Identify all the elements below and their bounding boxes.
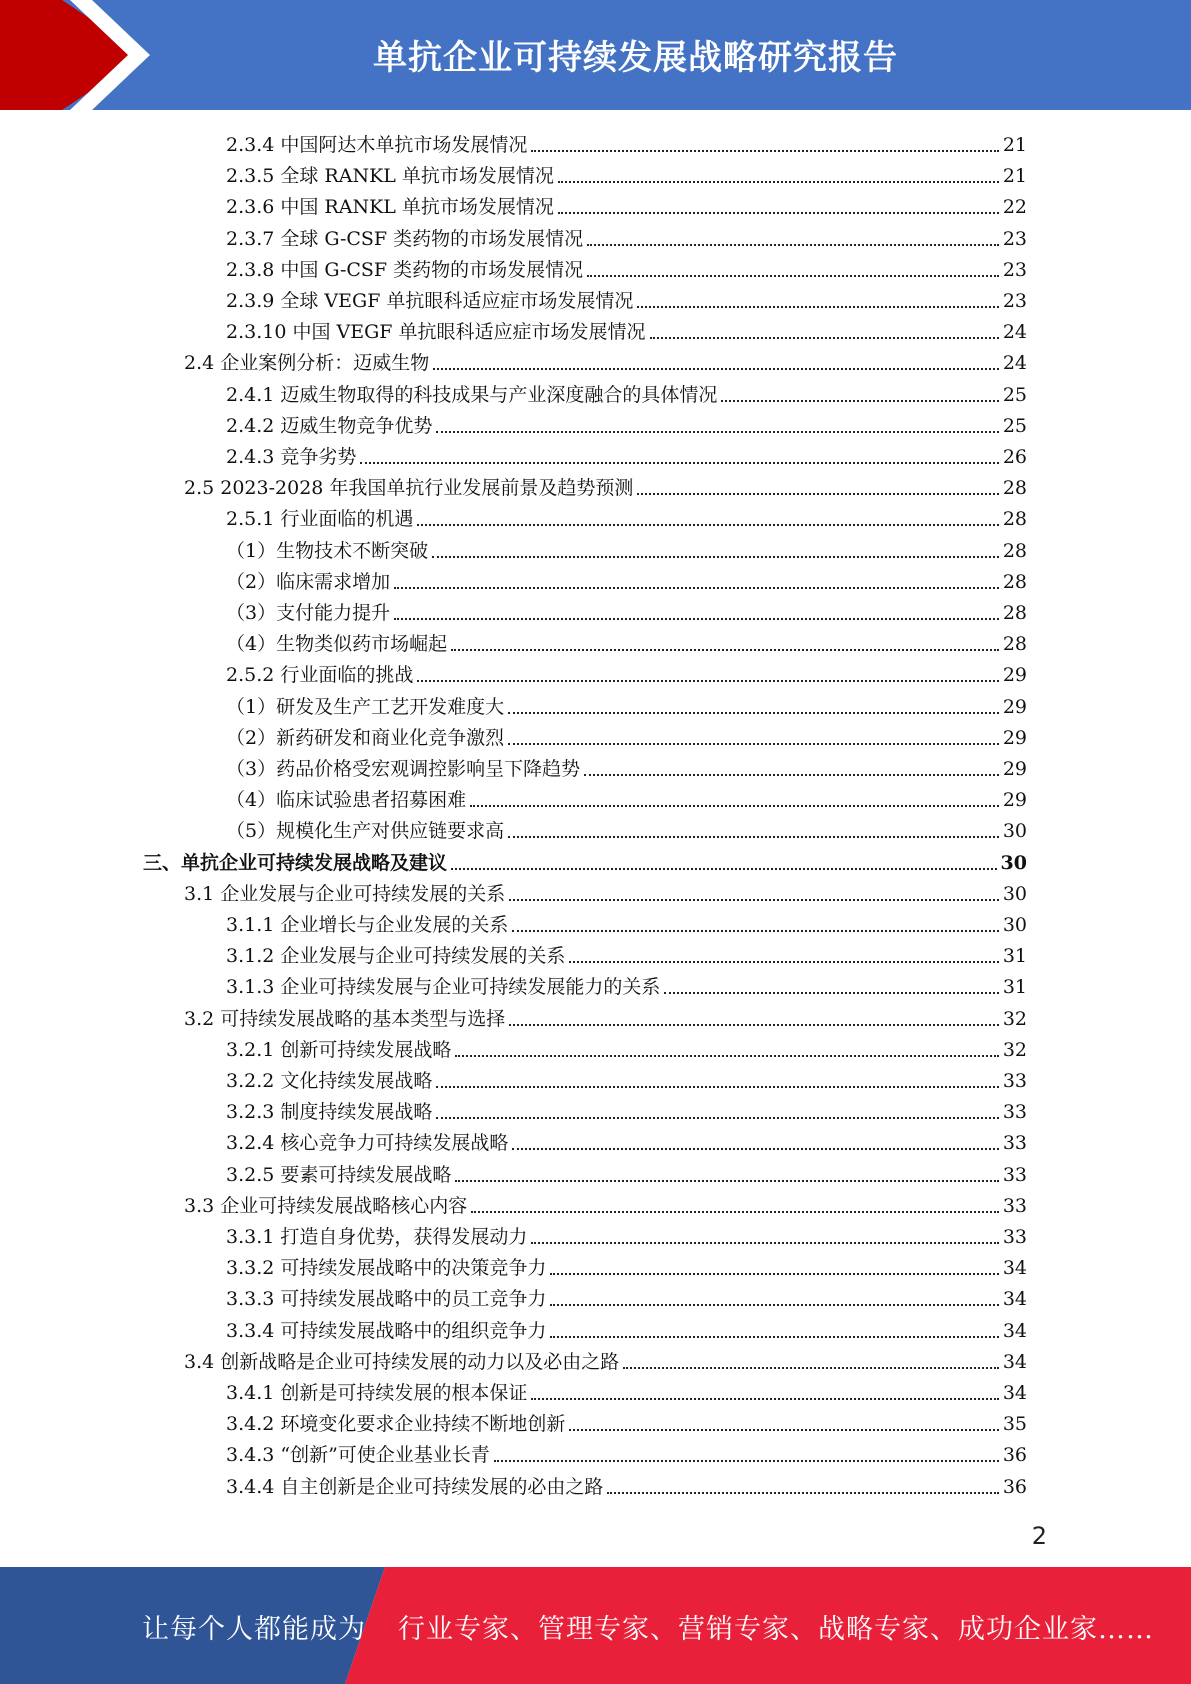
toc-entry-page: 25	[1002, 383, 1027, 406]
toc-entry[interactable]	[184, 877, 1027, 905]
toc-entry-page: 31	[1002, 976, 1027, 999]
toc-entry[interactable]	[226, 315, 1027, 343]
toc-entry[interactable]	[226, 222, 1027, 250]
toc-entry-page: 28	[1002, 539, 1027, 562]
toc-entry-label: 3.3 企业可持续发展战略核心内容	[184, 1194, 468, 1217]
toc-entry[interactable]	[226, 1033, 1027, 1061]
toc-dot-leader	[508, 743, 999, 745]
toc-entry-label: 2.4.1 迈威生物取得的科技成果与产业深度融合的具体情况	[226, 383, 718, 406]
toc-entry-page: 29	[1002, 664, 1027, 687]
toc-entry-label: 3.4.1 创新是可持续发展的根本保证	[226, 1382, 528, 1404]
toc-entry-page: 23	[1002, 258, 1027, 281]
toc-dot-leader	[650, 337, 999, 339]
toc-entry[interactable]	[143, 846, 1027, 874]
toc-entry-page: 30	[1002, 820, 1027, 843]
toc-entry[interactable]	[226, 783, 1027, 811]
toc-entry-label: 3.2.3 制度持续发展战略	[226, 1101, 433, 1124]
toc-entry[interactable]	[226, 1251, 1027, 1279]
toc-entry-label: 3.2.2 文化持续发展战略	[226, 1070, 433, 1092]
toc-entry-label: 3.2 可持续发展战略的基本类型与选择	[184, 1007, 506, 1030]
toc-dot-leader	[531, 150, 998, 152]
toc-dot-leader	[569, 961, 998, 963]
toc-entry-page: 34	[1002, 1319, 1027, 1342]
page-header	[0, 0, 1191, 110]
toc-dot-leader	[558, 212, 999, 214]
page-footer	[0, 1567, 1191, 1684]
toc-entry-page: 23	[1002, 290, 1027, 312]
toc-entry-page: 21	[1002, 134, 1027, 156]
toc-entry-label: （4）生物类似药市场崛起	[226, 633, 448, 656]
toc-dot-leader	[455, 1055, 998, 1057]
page-number: 2	[1031, 1522, 1047, 1550]
toc-entry-label: （3）支付能力提升	[226, 602, 391, 624]
toc-entry-label: 3.4.4 自主创新是企业可持续发展的必由之路	[226, 1475, 604, 1498]
footer-slogan-left: 让每个人都能成为	[142, 1614, 366, 1645]
toc-entry-page: 25	[1002, 414, 1027, 437]
toc-entry-label: 3.4.2 环境变化要求企业持续不断地创新	[226, 1413, 566, 1436]
toc-dot-leader	[455, 1180, 998, 1182]
toc-dot-leader	[569, 1429, 998, 1431]
toc-entry-label: 3.3.2 可持续发展战略中的决策竞争力	[226, 1257, 547, 1280]
toc-dot-leader	[550, 1273, 998, 1275]
toc-entry-page: 28	[1002, 570, 1027, 593]
toc-dot-leader	[394, 587, 999, 589]
toc-dot-leader	[451, 649, 999, 651]
toc-entry-page: 34	[1002, 1257, 1027, 1280]
toc-entry-label: 3.4.3 “创新”可使企业基业长青	[226, 1444, 490, 1467]
toc-dot-leader	[436, 1117, 998, 1119]
toc-dot-leader	[508, 712, 999, 714]
toc-entry-page: 28	[1002, 477, 1027, 500]
toc-entry-page: 29	[1002, 789, 1027, 812]
toc-dot-leader	[531, 1242, 998, 1244]
toc-entry[interactable]	[226, 1095, 1027, 1123]
report-title: 单抗企业可持续发展战略研究报告	[373, 38, 898, 78]
toc-entry[interactable]	[226, 159, 1027, 187]
toc-entry-page: 29	[1002, 726, 1027, 749]
toc-entry-page: 33	[1002, 1132, 1027, 1155]
toc-entry[interactable]	[226, 1470, 1027, 1498]
toc-entry-label: 3.3.3 可持续发展战略中的员工竞争力	[226, 1288, 547, 1311]
toc-entry-label: 2.4 企业案例分析：迈威生物	[184, 352, 430, 375]
toc-dot-leader	[550, 1336, 998, 1338]
toc-dot-leader	[664, 992, 998, 994]
toc-entry[interactable]	[226, 502, 1027, 530]
toc-entry[interactable]	[226, 596, 1027, 624]
toc-entry-page: 28	[1002, 508, 1027, 531]
toc-dot-leader	[508, 836, 999, 838]
toc-entry[interactable]	[226, 1064, 1027, 1092]
toc-dot-leader	[494, 1460, 999, 1462]
toc-entry[interactable]	[226, 939, 1027, 967]
toc-entry-label: 2.3.10 中国 VEGF 单抗眼科适应症市场发展情况	[226, 321, 646, 344]
footer-slogan-right: 行业专家、管理专家、营销专家、战略专家、成功企业家……	[398, 1614, 1154, 1645]
toc-entry-label: 2.3.5 全球 RANKL 单抗市场发展情况	[226, 165, 554, 188]
toc-entry-page: 33	[1002, 1070, 1027, 1092]
toc-entry-label: （2）新药研发和商业化竞争激烈	[226, 726, 505, 749]
toc-entry-page: 31	[1002, 945, 1027, 968]
toc-entry-label: 3.1.3 企业可持续发展与企业可持续发展能力的关系	[226, 976, 661, 999]
toc-entry[interactable]	[226, 284, 1027, 312]
toc-entry-page: 34	[1002, 1382, 1027, 1404]
toc-dot-leader	[584, 774, 999, 776]
toc-entry[interactable]	[226, 440, 1027, 468]
toc-entry-label: （2）临床需求增加	[226, 570, 391, 593]
toc-dot-leader	[587, 244, 999, 246]
toc-entry[interactable]	[184, 346, 1027, 374]
toc-entry-page: 30	[1002, 914, 1027, 936]
toc-dot-leader	[471, 1211, 999, 1213]
toc-entry-page: 21	[1002, 165, 1027, 188]
toc-entry-page: 33	[1002, 1226, 1027, 1248]
toc-dot-leader	[436, 431, 998, 433]
toc-entry[interactable]	[226, 378, 1027, 406]
toc-entry-label: 3.2.1 创新可持续发展战略	[226, 1038, 452, 1061]
toc-dot-leader	[637, 493, 998, 495]
toc-entry[interactable]	[226, 128, 1027, 156]
toc-dot-leader	[433, 368, 999, 370]
toc-entry-label: 2.3.8 中国 G-CSF 类药物的市场发展情况	[226, 258, 584, 281]
toc-dot-leader	[531, 1398, 998, 1400]
toc-entry-label: 2.3.4 中国阿达木单抗市场发展情况	[226, 134, 528, 156]
toc-entry-page: 34	[1002, 1288, 1027, 1311]
toc-entry-page: 30	[1000, 851, 1027, 874]
toc-entry-label: （5）规模化生产对供应链要求高	[226, 820, 505, 843]
toc-entry-label: 3.1.2 企业发展与企业可持续发展的关系	[226, 945, 566, 968]
toc-entry-label: 3.2.5 要素可持续发展战略	[226, 1163, 452, 1186]
toc-dot-leader	[550, 1304, 998, 1306]
toc-entry[interactable]	[226, 565, 1027, 593]
toc-entry-label: 2.3.6 中国 RANKL 单抗市场发展情况	[226, 196, 554, 219]
toc-entry-page: 24	[1002, 321, 1027, 344]
toc-entry-label: 2.5.1 行业面临的机遇	[226, 508, 414, 531]
toc-entry[interactable]	[184, 1002, 1027, 1030]
toc-entry[interactable]	[226, 1376, 1027, 1404]
toc-entry[interactable]	[226, 658, 1027, 686]
toc-entry-label: 2.4.2 迈威生物竞争优势	[226, 414, 433, 437]
toc-entry[interactable]	[226, 721, 1027, 749]
toc-entry[interactable]	[226, 409, 1027, 437]
toc-entry-label: 3.4 创新战略是企业可持续发展的动力以及必由之路	[184, 1350, 620, 1373]
toc-entry-label: 2.4.3 竞争劣势	[226, 446, 357, 468]
toc-dot-leader	[558, 181, 999, 183]
toc-entry[interactable]	[226, 253, 1027, 281]
toc-entry-page: 33	[1002, 1101, 1027, 1124]
toc-dot-leader	[394, 618, 999, 620]
toc-entry[interactable]	[184, 1189, 1027, 1217]
toc-entry-label: （1）生物技术不断突破	[226, 539, 429, 562]
toc-dot-leader	[417, 680, 998, 682]
toc-entry-page: 32	[1002, 1007, 1027, 1030]
toc-entry[interactable]	[226, 1158, 1027, 1186]
toc-entry-label: 2.5 2023-2028 年我国单抗行业发展前景及趋势预测	[184, 477, 634, 500]
toc-entry-page: 35	[1002, 1413, 1027, 1436]
toc-entry-page: 24	[1002, 352, 1027, 375]
toc-entry-page: 29	[1002, 695, 1027, 718]
toc-entry-label: 3.2.4 核心竞争力可持续发展战略	[226, 1132, 509, 1155]
toc-dot-leader	[512, 930, 998, 932]
toc-entry-label: （4）临床试验患者招募困难	[226, 789, 467, 812]
toc-entry-label: 3.1.1 企业增长与企业发展的关系	[226, 914, 509, 936]
toc-entry-label: 2.3.7 全球 G-CSF 类药物的市场发展情况	[226, 227, 584, 250]
toc-entry-page: 30	[1002, 882, 1027, 905]
toc-entry-label: 3.3.1 打造自身优势，获得发展动力	[226, 1226, 528, 1248]
toc-entry-label: 2.3.9 全球 VEGF 单抗眼科适应症市场发展情况	[226, 290, 634, 312]
toc-entry[interactable]	[226, 1126, 1027, 1154]
toc-dot-leader	[451, 868, 997, 870]
toc-entry-label: 三、单抗企业可持续发展战略及建议	[143, 851, 448, 874]
toc-dot-leader	[607, 1492, 998, 1494]
toc-entry[interactable]	[226, 627, 1027, 655]
toc-entry[interactable]	[226, 970, 1027, 998]
toc-entry[interactable]	[226, 1220, 1027, 1248]
toc-entry-page: 28	[1002, 633, 1027, 656]
toc-entry-page: 33	[1002, 1163, 1027, 1186]
toc-entry[interactable]	[226, 190, 1027, 218]
toc-dot-leader	[512, 1148, 998, 1150]
toc-entry-page: 23	[1002, 227, 1027, 250]
toc-entry-page: 33	[1002, 1194, 1027, 1217]
toc-entry[interactable]	[226, 1282, 1027, 1310]
toc-entry-page: 22	[1002, 196, 1027, 219]
toc-dot-leader	[470, 805, 999, 807]
toc-entry-label: 2.5.2 行业面临的挑战	[226, 664, 414, 687]
toc-entry-page: 26	[1002, 446, 1027, 468]
toc-entry[interactable]	[184, 1345, 1027, 1373]
toc-entry-page: 36	[1002, 1475, 1027, 1498]
toc-dot-leader	[509, 1024, 999, 1026]
toc-dot-leader	[587, 275, 999, 277]
toc-entry[interactable]	[184, 471, 1027, 499]
toc-entry-page: 32	[1002, 1038, 1027, 1061]
toc-entry[interactable]	[226, 1314, 1027, 1342]
toc-entry[interactable]	[226, 690, 1027, 718]
toc-entry-label: 3.3.4 可持续发展战略中的组织竞争力	[226, 1319, 547, 1342]
toc-entry-label: 3.1 企业发展与企业可持续发展的关系	[184, 882, 506, 905]
toc-dot-leader	[721, 400, 998, 402]
toc-dot-leader	[509, 899, 999, 901]
toc-entry[interactable]	[226, 1407, 1027, 1435]
toc-entry-page: 29	[1002, 758, 1027, 780]
toc-dot-leader	[637, 306, 998, 308]
toc-entry[interactable]	[226, 908, 1027, 936]
toc-entry[interactable]	[226, 1438, 1027, 1466]
toc-dot-leader	[623, 1367, 999, 1369]
toc-entry-page: 34	[1002, 1350, 1027, 1373]
toc-dot-leader	[436, 1086, 998, 1088]
toc-entry[interactable]	[226, 752, 1027, 780]
toc-dot-leader	[432, 556, 999, 558]
toc-dot-leader	[360, 462, 998, 464]
toc-entry-page: 28	[1002, 602, 1027, 624]
toc-entry[interactable]	[226, 534, 1027, 562]
toc-dot-leader	[417, 524, 998, 526]
toc-entry[interactable]	[226, 814, 1027, 842]
toc-entry-label: （3）药品价格受宏观调控影响呈下降趋势	[226, 758, 581, 780]
toc-entry-page: 36	[1002, 1444, 1027, 1467]
toc-entry-label: （1）研发及生产工艺开发难度大	[226, 695, 505, 718]
